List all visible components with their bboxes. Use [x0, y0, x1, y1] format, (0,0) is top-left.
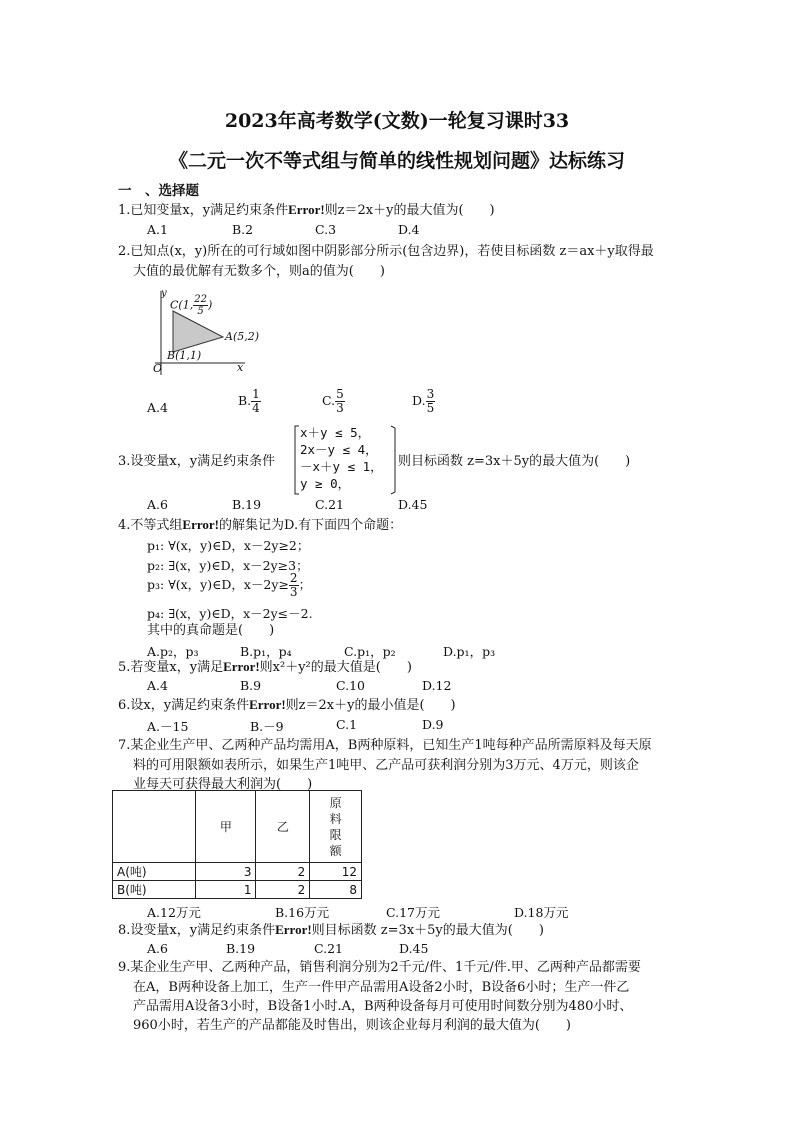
table-header-row — [113, 791, 362, 863]
page-title: 2023年高考数学(文数)一轮复习课时33 — [224, 110, 570, 132]
q8-option-a: A.6 — [147, 941, 168, 956]
table-header-cell — [113, 791, 196, 863]
table-cell: 8 — [310, 881, 362, 899]
table-header-cell: 原 料 限 额 — [310, 791, 362, 863]
table-cell: B(吨) — [113, 881, 196, 899]
q1-option-c: C.3 — [315, 222, 337, 237]
q8-option-b: B.19 — [226, 941, 256, 956]
page-subtitle: 《二元一次不等式组与简单的线性规划问题》达标练习 — [168, 150, 625, 172]
q4-option-d: D.p₁，p₃ — [443, 644, 496, 659]
q3-constraint-system — [293, 424, 397, 494]
q1-option-b: B.2 — [232, 222, 254, 237]
q2-graph — [145, 285, 275, 380]
q5-option-d: D.12 — [422, 678, 452, 693]
table-cell: 2 — [256, 881, 310, 899]
q7-option-c: C.17万元 — [386, 905, 440, 920]
q4-ask: 其中的真命题是( ) — [147, 623, 275, 638]
section-heading: 一 、选择题 — [118, 183, 199, 198]
q3-constraint-2: 2x－y ≤ 4， — [300, 442, 378, 457]
q2-option-a: A.4 — [147, 400, 168, 415]
q7-line-2: 料的可用限额如表所示，如果生产1吨甲、乙产品可获利润分别为3万元、4万元，则该企 — [133, 758, 639, 773]
q7-option-a: A.12万元 — [147, 905, 201, 920]
table-cell: 2 — [256, 863, 310, 881]
origin-label: O — [153, 362, 163, 375]
table-row — [113, 863, 362, 881]
q4-option-c: C.p₁，p₂ — [344, 644, 396, 659]
q7-option-d: D.18万元 — [514, 905, 569, 920]
table-row — [113, 881, 362, 899]
q7-line-3: 业每天可获得最大利润为( ) — [133, 777, 313, 792]
point-b-label: B(1,1) — [167, 349, 202, 362]
q3-text-b: 则目标函数 z=3x＋5y的最大值为( ) — [398, 454, 631, 469]
question-4: 4.不等式组Error!的解集记为D.有下面四个命题： — [118, 517, 403, 533]
q2-option-b: B. $\frac{1}{4}$ — [238, 387, 260, 415]
q4-proposition-3: p₃: ∀(x，y)∈D，x－2y≥ $\frac{2}{3}$ ； — [147, 571, 312, 599]
q6-option-a: A.－15 — [147, 719, 189, 734]
point-c-label: C(1, $\frac{22}{5}$ ) — [170, 294, 213, 317]
q3-text-a: 3.设变量x，y满足约束条件 — [118, 454, 276, 469]
q8-option-d: D.45 — [399, 941, 429, 956]
table-cell: 3 — [196, 863, 256, 881]
q4-option-b: B.p₁，p₄ — [240, 644, 292, 659]
question-1 — [118, 200, 495, 221]
table-cell: 1 — [196, 881, 256, 899]
q7-option-b: B.16万元 — [275, 905, 330, 920]
table-header-cell: 甲 — [196, 791, 256, 863]
q4-proposition-1: p₁: ∀(x，y)∈D，x－2y≥2； — [147, 538, 310, 553]
q3-option-a: A.6 — [147, 497, 168, 512]
q2-line-1: 2.已知点(x，y)所在的可行域如图中阴影部分所示(包含边界)，若使目标函数 z＝ax＋y取得最 — [118, 244, 654, 259]
q1-option-a: A.1 — [147, 222, 168, 237]
q2-option-c: C. $\frac{5}{3}$ — [322, 387, 344, 415]
q1-option-d: D.4 — [398, 222, 420, 237]
q3-option-b: B.19 — [232, 497, 262, 512]
q3-constraint-4: y ≥ 0， — [300, 476, 351, 491]
q5-option-c: C.10 — [336, 678, 365, 693]
point-a-label: A(5,2) — [225, 330, 260, 343]
y-axis-label: y — [161, 288, 167, 299]
q1-error: Error! — [288, 202, 325, 217]
q4-proposition-4: p₄: ∃(x，y)∈D，x－2y≤－2. — [147, 606, 313, 621]
q6-option-c: C.1 — [336, 717, 358, 732]
q9-line-3: 产品需用A设备3小时，B设备1小时.A，B两种设备每月可使用时间数分别为480小时、 — [133, 999, 633, 1014]
q6-option-b: B.－9 — [250, 719, 284, 734]
shaded-region — [173, 311, 223, 352]
q9-line-1: 9.某企业生产甲、乙两种产品，销售利润分别为2千元/件、1千元/件.甲、乙两种产品都需要 — [118, 960, 641, 975]
q3-constraint-3: －x＋y ≤ 1， — [300, 459, 383, 474]
q5-option-a: A.4 — [147, 678, 168, 693]
q3-option-c: C.21 — [315, 497, 344, 512]
q7-material-table — [112, 790, 362, 899]
q9-line-2: 在A，B两种设备上加工，生产一件甲产品需用A设备2小时，B设备6小时；生产一件乙 — [133, 980, 630, 995]
q1-text-b: 则z＝2x＋y的最大值为( ) — [324, 203, 495, 218]
q2-line-2: 大值的最优解有无数多个，则a的值为( ) — [133, 264, 385, 279]
question-6: 6.设x，y满足约束条件Error!则z＝2x＋y的最小值是( ) — [118, 697, 456, 713]
q5-option-b: B.9 — [240, 678, 262, 693]
table-header-cell: 乙 — [256, 791, 310, 863]
q9-line-4: 960小时，若生产的产品都能及时售出，则该企业每月利润的最大值为( ) — [133, 1018, 571, 1033]
q8-option-c: C.21 — [314, 941, 343, 956]
q4-proposition-2: p₂: ∃(x，y)∈D，x－2y≥3； — [147, 558, 309, 573]
question-5: 5.若变量x，y满足Error!则x²＋y²的最大值是( ) — [118, 659, 412, 675]
question-8: 8.设变量x，y满足约束条件Error!则目标函数 z=3x＋5y的最大值为( ) — [118, 922, 544, 938]
table-cell: A(吨) — [113, 863, 196, 881]
q6-option-d: D.9 — [422, 717, 444, 732]
q3-constraint-1: x＋y ≤ 5， — [300, 425, 371, 440]
q4-option-a: A.p₂，p₃ — [147, 644, 199, 659]
q2-option-d: D. $\frac{3}{5}$ — [412, 387, 435, 415]
q3-option-d: D.45 — [398, 497, 428, 512]
table-cell: 12 — [310, 863, 362, 881]
x-axis-label: x — [237, 361, 244, 374]
q1-text-a: 1.已知变量x，y满足约束条件 — [118, 203, 289, 218]
q7-line-1: 7.某企业生产甲、乙两种产品均需用A，B两种原料，已知生产1吨每种产品所需原料及每天原 — [118, 738, 652, 753]
